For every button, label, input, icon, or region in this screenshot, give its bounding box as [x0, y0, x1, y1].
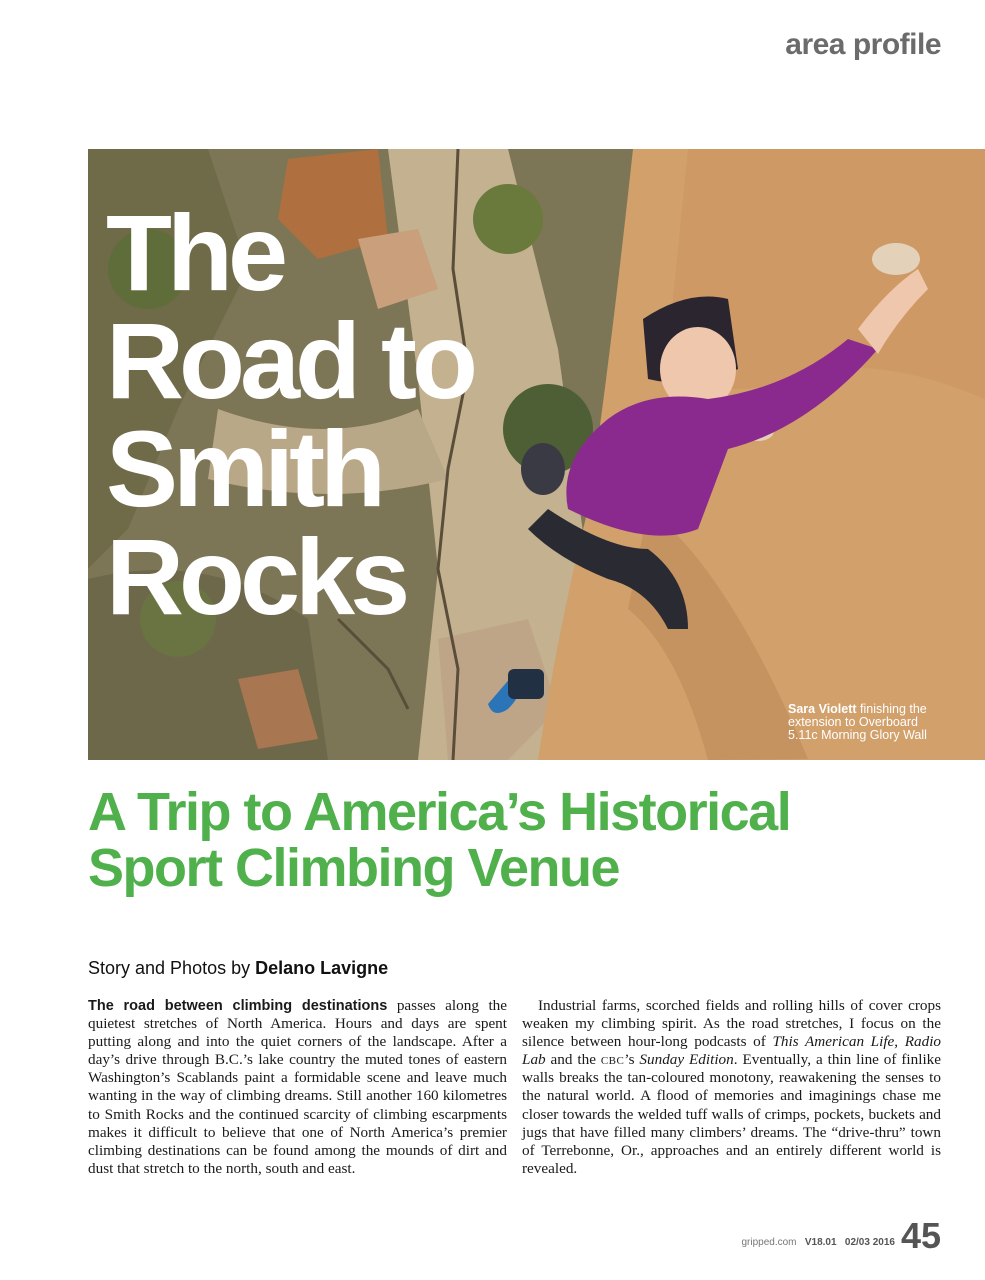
hero-photo: [88, 149, 985, 760]
podcast-title: This American Life: [772, 1033, 895, 1051]
title-line: Smith: [106, 408, 382, 529]
subtitle-line: A Trip to America’s Historical: [88, 782, 791, 842]
lead-in: The road between climbing destinations: [88, 998, 388, 1014]
article-column-1: [88, 997, 507, 1178]
page-footer: [741, 1215, 941, 1256]
article-subtitle: [88, 784, 790, 896]
footer-meta: [741, 1237, 894, 1254]
body-text: ’s: [624, 1051, 640, 1069]
body-text: and the: [545, 1051, 601, 1069]
byline: [88, 958, 388, 979]
podcast-title: Radio Lab: [522, 1033, 942, 1069]
article-title: [106, 192, 473, 637]
broadcaster-name: cbc: [600, 1051, 625, 1069]
footer-date: 02/03 2016: [844, 1237, 895, 1248]
caption-climber-name: Sara Violett: [788, 702, 857, 716]
page-number: 45: [900, 1215, 941, 1256]
body-text: ,: [894, 1033, 905, 1051]
body-text: passes along the quietest stretches of North America. Hours and days are spent putting along and into the quiet corners of the landscape. After a day’s drive through B.C.’s lake country the muted tones of eastern Washington’s Scablands paint a formidable scene and leave much wanting in the way of climbing dreams. Still another 160 kilometres to Smith Rocks and the continued scarcity of climbing escarpments makes it difficult to believe that one of North America’s premier climbing destinations can be found among the mounds of dirt and dust that stretch to the north, south and east.: [88, 997, 508, 1177]
byline-prefix: Story and Photos by: [88, 958, 256, 978]
body-text: . Eventually, a thin line of finlike walls breaks the tan-coloured monotony, reawakening the senses to the natural world. A flood of memories and imaginings chase me closer towards the welded tuff walls of crimps, pockets, buckets and jugs that have filled many climbers’ dreams. The “drive-thru” town of Terrebonne, Or., approaches and an entirely different world is revealed.: [522, 1051, 942, 1177]
body-text: Industrial farms, scorched fields and rolling hills of cover crops weaken my climbing spirit. As the road stretches, I focus on the silence between hour-long podcasts of: [522, 997, 941, 1051]
caption-text: 5.11c Morning Glory Wall: [788, 728, 927, 742]
photo-caption: [788, 703, 968, 742]
footer-volume: V18.01: [804, 1237, 837, 1248]
program-title: Sunday Edition: [639, 1051, 734, 1069]
caption-text: extension to Overboard: [788, 715, 918, 729]
title-line: Road to: [106, 300, 473, 421]
caption-text: finishing the: [856, 702, 927, 716]
byline-author: Delano Lavigne: [255, 958, 389, 978]
article-column-2: [522, 997, 941, 1178]
subtitle-line: Sport Climbing Venue: [88, 838, 620, 898]
footer-site: gripped.com: [741, 1237, 797, 1248]
title-line: The: [106, 192, 284, 313]
title-line: Rocks: [106, 516, 406, 637]
section-label: area profile: [785, 28, 941, 61]
